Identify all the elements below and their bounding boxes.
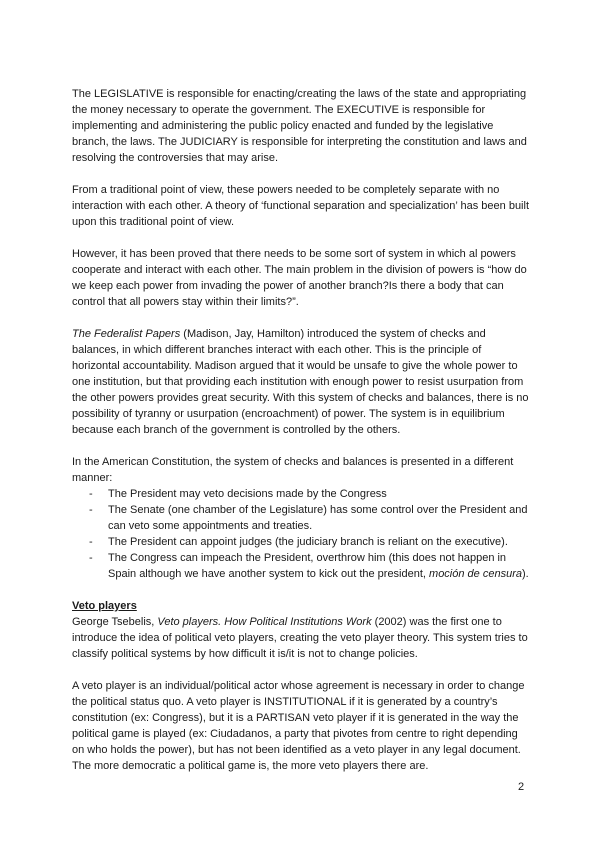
paragraph-traditional: From a traditional point of view, these powers needed to be completely separate with no interaction with each other. A theory of ‘functional separation and specialization’ has been built upon this traditional point of view. <box>72 184 529 228</box>
list-dash: - <box>89 488 93 500</box>
list-item-end: ). <box>521 568 529 580</box>
section-heading-veto-players: Veto players <box>72 600 137 612</box>
checks-balances-list <box>72 486 530 582</box>
list-item-italic: moción de censura <box>429 568 522 580</box>
list-item <box>72 534 530 550</box>
paragraph-federalist <box>72 326 530 438</box>
paragraph-constitution-intro: In the American Constitution, the system of checks and balances is presented in a different manner: <box>72 456 514 484</box>
list-item-text: The President can appoint judges (the judiciary branch is reliant on the executive). <box>108 536 508 548</box>
veto-intro-author: George Tsebelis, <box>72 616 158 628</box>
document-page <box>72 86 530 790</box>
list-item <box>72 502 530 534</box>
list-dash: - <box>89 552 93 564</box>
veto-intro-book-title: Veto players. How Political Institutions Work <box>157 616 372 628</box>
page-number: 2 <box>518 781 525 793</box>
list-dash: - <box>89 504 93 516</box>
list-item <box>72 550 530 582</box>
paragraph-branches: The LEGISLATIVE is responsible for enacting/creating the laws of the state and appropriating the money necessary to operate the government. The EXECUTIVE is responsible for implementing and administering the public policy enacted and funded by the legislative branch, the laws. The JUDICIARY is responsible for interpreting the constitution and laws and resolving the controversies that may arise. <box>72 88 527 164</box>
list-dash: - <box>89 536 93 548</box>
paragraph-veto-intro <box>72 614 530 662</box>
federalist-title: The Federalist Papers <box>72 328 181 340</box>
list-item <box>72 486 530 502</box>
veto-intro-text: (2002) was the first one to introduce the idea of political veto players, creating the veto player theory. This system tries to classify political systems by how difficult it is/it is not to change policies. <box>72 616 528 660</box>
federalist-text: (Madison, Jay, Hamilton) introduced the system of checks and balances, in which different branches interact with each other. This is the principle of horizontal accountability. Madison argued that it would be unsafe to give the whole power to one institution, but that providing each institution with enough power to resist usurpation from the other powers provides great security. With this system of checks and balances, there is no possibility of tyranny or usurpation (encroachment) of power. The system is in equilibrium because each branch of the government is controlled by the others. <box>72 328 529 436</box>
list-item-text: The Congress can impeach the President, overthrow him (this does not happen in Spain although we have another system to kick out the president, <box>108 552 507 580</box>
list-item-text: The President may veto decisions made by the Congress <box>108 488 387 500</box>
list-item-text: The Senate (one chamber of the Legislature) has some control over the President and can veto some appointments and treaties. <box>108 504 528 532</box>
paragraph-however: However, it has been proved that there needs to be some sort of system in which al powers cooperate and interact with each other. The main problem in the division of powers is “how do we keep each power from invading the power of another branch?Is there a body that can control that all powers stay within their limits?”. <box>72 248 527 308</box>
paragraph-veto-definition: A veto player is an individual/political actor whose agreement is necessary in order to change the political status quo. A veto player is INSTITUTIONAL if it is generated by a country’s constitution (ex: Congress), but it is a PARTISAN veto player if it is generated in the way the political game is played (ex: Ciudadanos, a party that pivotes from centre to right depending on who holds the power), but has not been identified as a veto player in any legal document. The more democratic a political game is, the more veto players there are. <box>72 680 525 772</box>
